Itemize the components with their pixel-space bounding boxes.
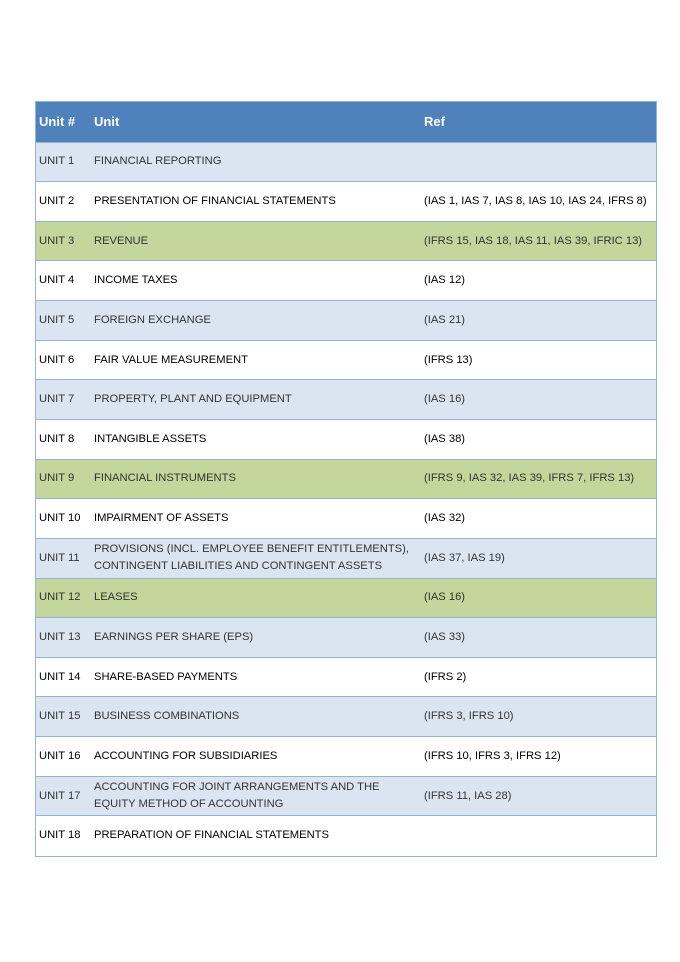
- unit-name-cell: PRESENTATION OF FINANCIAL STATEMENTS: [92, 182, 422, 222]
- header-unit-number: Unit #: [36, 102, 92, 142]
- table-body: [36, 142, 656, 856]
- unit-name-cell: PROVISIONS (INCL. EMPLOYEE BENEFIT ENTITLEMENTS), CONTINGENT LIABILITIES AND CONTINGENT ASSETS: [92, 538, 422, 578]
- unit-name-cell: ACCOUNTING FOR SUBSIDIARIES: [92, 737, 422, 777]
- unit-name-cell: INTANGIBLE ASSETS: [92, 419, 422, 459]
- ref-cell: (IAS 12): [422, 261, 656, 301]
- unit-name-cell: PROPERTY, PLANT AND EQUIPMENT: [92, 380, 422, 420]
- header-unit: Unit: [92, 102, 422, 142]
- ref-cell: (IAS 1, IAS 7, IAS 8, IAS 10, IAS 24, IFRS 8): [422, 182, 656, 222]
- ref-cell: (IFRS 10, IFRS 3, IFRS 12): [422, 737, 656, 777]
- unit-name-cell: INCOME TAXES: [92, 261, 422, 301]
- table-row: [36, 697, 656, 737]
- table-row: [36, 618, 656, 658]
- table-row: [36, 776, 656, 816]
- unit-name-cell: REVENUE: [92, 221, 422, 261]
- unit-name-cell: FINANCIAL INSTRUMENTS: [92, 459, 422, 499]
- unit-number-cell: UNIT 18: [39, 829, 81, 842]
- table-row: [36, 459, 656, 499]
- ref-cell: [422, 142, 656, 182]
- unit-number-cell: UNIT 8: [36, 419, 92, 459]
- ref-cell: (IAS 38): [422, 419, 656, 459]
- table-row: [36, 182, 656, 222]
- unit-number-cell: UNIT 7: [36, 380, 92, 420]
- ref-cell: (IAS 32): [422, 499, 656, 539]
- ref-cell: (IFRS 15, IAS 18, IAS 11, IAS 39, IFRIC 13): [422, 221, 656, 261]
- table-row: [36, 499, 656, 539]
- table-row: [36, 261, 656, 301]
- unit-name-cell: BUSINESS COMBINATIONS: [92, 697, 422, 737]
- table-row: [36, 419, 656, 459]
- table-row: [36, 737, 656, 777]
- ref-cell: (IAS 16): [422, 380, 656, 420]
- unit-number-cell: UNIT 9: [36, 459, 92, 499]
- unit-name-cell: ACCOUNTING FOR JOINT ARRANGEMENTS AND THE EQUITY METHOD OF ACCOUNTING: [92, 776, 422, 816]
- unit-number-cell: UNIT 4: [36, 261, 92, 301]
- header-ref: Ref: [422, 102, 656, 142]
- ref-cell: (IAS 16): [422, 578, 656, 618]
- unit-number-cell: UNIT 5: [36, 301, 92, 341]
- table-row: [36, 340, 656, 380]
- ref-cell: (IFRS 2): [422, 657, 656, 697]
- unit-number-cell: UNIT 12: [36, 578, 92, 618]
- units-table-container: [35, 101, 657, 857]
- unit-name-cell: EARNINGS PER SHARE (EPS): [92, 618, 422, 658]
- unit-number-cell: UNIT 13: [36, 618, 92, 658]
- unit-name-cell: SHARE-BASED PAYMENTS: [92, 657, 422, 697]
- ref-cell: (IAS 37, IAS 19): [422, 538, 656, 578]
- unit-number-cell: UNIT 11: [36, 538, 92, 578]
- unit-number-cell: UNIT 14: [36, 657, 92, 697]
- unit-name-cell: LEASES: [92, 578, 422, 618]
- units-table: [36, 102, 656, 856]
- unit-number-cell: UNIT 15: [36, 697, 92, 737]
- unit-number-cell: UNIT 3: [36, 221, 92, 261]
- table-header-row: [36, 102, 656, 142]
- table-row: [36, 816, 656, 856]
- unit-name-cell: PREPARATION OF FINANCIAL STATEMENTS: [94, 829, 329, 842]
- table-row: [36, 142, 656, 182]
- unit-number-cell: UNIT 1: [36, 142, 92, 182]
- ref-cell: [422, 816, 656, 856]
- table-row: [36, 301, 656, 341]
- table-row: [36, 221, 656, 261]
- ref-cell: (IAS 21): [422, 301, 656, 341]
- table-row: [36, 578, 656, 618]
- table-row: [36, 657, 656, 697]
- unit-number-cell: UNIT 2: [36, 182, 92, 222]
- ref-cell: (IFRS 9, IAS 32, IAS 39, IFRS 7, IFRS 13): [422, 459, 656, 499]
- ref-cell: (IFRS 13): [422, 340, 656, 380]
- unit-name-cell: FINANCIAL REPORTING: [92, 142, 422, 182]
- table-row: [36, 380, 656, 420]
- unit-name-cell: FOREIGN EXCHANGE: [92, 301, 422, 341]
- unit-name-cell: IMPAIRMENT OF ASSETS: [92, 499, 422, 539]
- unit-number-cell: UNIT 17: [36, 776, 92, 816]
- ref-cell: (IAS 33): [422, 618, 656, 658]
- ref-cell: (IFRS 3, IFRS 10): [422, 697, 656, 737]
- unit-name-cell: FAIR VALUE MEASUREMENT: [92, 340, 422, 380]
- unit-number-cell: UNIT 16: [36, 737, 92, 777]
- unit-number-cell: UNIT 10: [36, 499, 92, 539]
- ref-cell: (IFRS 11, IAS 28): [422, 776, 656, 816]
- unit-number-cell: UNIT 6: [36, 340, 92, 380]
- table-row: [36, 538, 656, 578]
